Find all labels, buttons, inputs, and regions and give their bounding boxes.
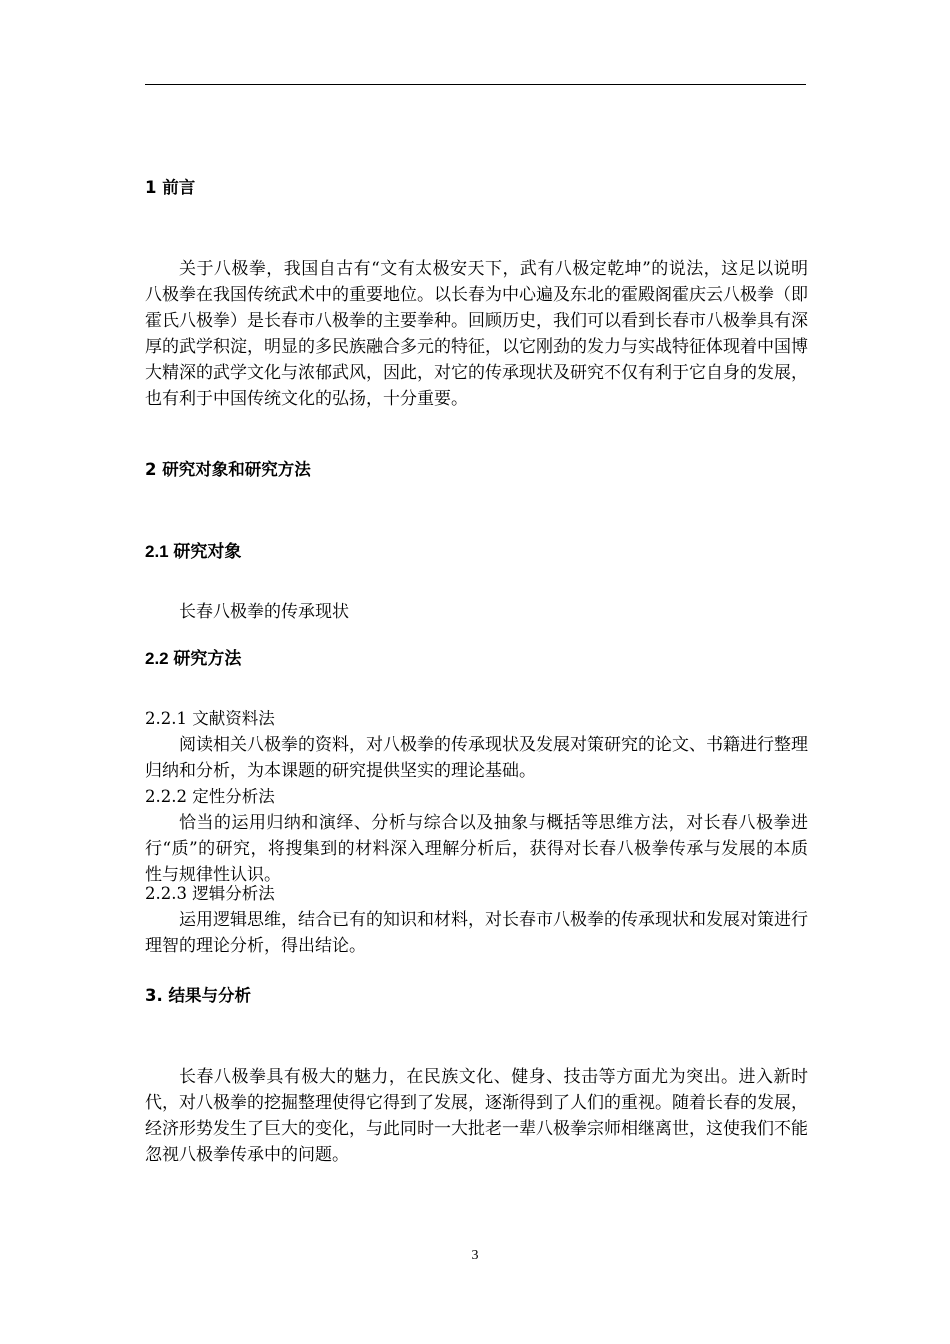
section-2-2-2-text: 恰当的运用归纳和演绎、分析与综合以及抽象与概括等思维方法，对长春八极拳进行“质”的研究，将搜集到的材料深入理解分析后，获得对长春八极拳传承与发展的本质性与规律性认识。 — [145, 813, 808, 885]
section-2-2-3-text: 运用逻辑思维，结合已有的知识和材料，对长春市八极拳的传承现状和发展对策进行理智的理论分析，得出结论。 — [145, 910, 808, 956]
section-1-heading: 1 前言 — [145, 178, 196, 197]
page-number: 3 — [471, 1248, 479, 1263]
section-1-paragraph: 关于八极拳，我国自古有“文有太极安天下，武有八极定乾坤”的说法，这足以说明八极拳在我国传统武术中的重要地位。以长春为中心遍及东北的霍殿阁霍庆云八极拳（即霍氏八极拳）是长春市八极拳的主要拳种。回顾历史，我们可以看到长春市八极拳具有深厚的武学积淀，明显的多民族融合多元的特征，以它刚劲的发力与实战特征体现着中国博大精深的武学文化与浓郁武风，因此，对它的传承现状及研究不仅有利于它自身的发展，也有利于中国传统文化的弘扬，十分重要。 — [145, 259, 808, 409]
section-3-heading: 3. 结果与分析 — [145, 986, 251, 1005]
section-2-heading: 2 研究对象和研究方法 — [145, 460, 311, 479]
section-2-1-text: 长春八极拳的传承现状 — [179, 602, 349, 622]
header-rule — [145, 84, 806, 85]
section-2-2-1-text: 阅读相关八极拳的资料，对八极拳的传承现状及发展对策研究的论文、书籍进行整理归纳和分析，为本课题的研究提供坚实的理论基础。 — [145, 735, 808, 781]
section-2-2-2-heading: 2.2.2 定性分析法 — [145, 787, 275, 806]
section-2-2-heading: 2.2 研究方法 — [145, 649, 242, 668]
section-3-paragraph: 长春八极拳具有极大的魅力，在民族文化、健身、技击等方面尤为突出。进入新时代，对八极拳的挖掘整理使得它得到了发展，逐渐得到了人们的重视。随着长春的发展，经济形势发生了巨大的变化，与此同时一大批老一辈八极拳宗师相继离世，这使我们不能忽视八极拳传承中的问题。 — [145, 1067, 808, 1165]
section-2-2-1-heading: 2.2.1 文献资料法 — [145, 709, 275, 728]
section-2-1-heading: 2.1 研究对象 — [145, 542, 242, 561]
section-2-2-3-heading: 2.2.3 逻辑分析法 — [145, 884, 275, 903]
